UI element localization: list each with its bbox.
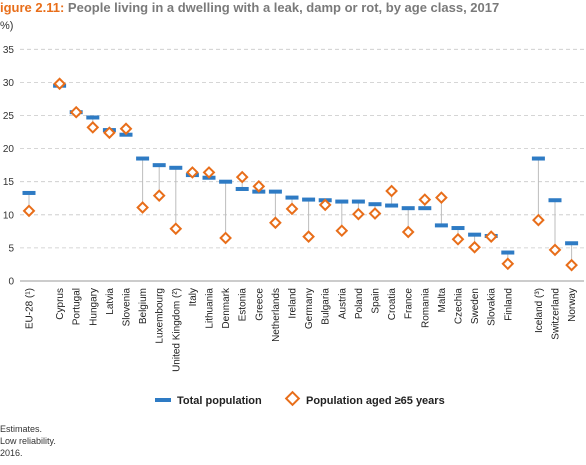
x-tick-label: Bulgaria xyxy=(320,288,332,325)
elderly-marker xyxy=(567,260,577,270)
y-tick-label: 5 xyxy=(8,243,14,255)
y-tick-label: 20 xyxy=(2,144,14,156)
elderly-series xyxy=(24,79,576,270)
elderly-marker xyxy=(154,191,164,201)
y-tick-label: 15 xyxy=(2,177,14,189)
total-marker xyxy=(86,115,99,119)
x-tick-label: Estonia xyxy=(237,288,249,322)
elderly-marker xyxy=(470,242,480,252)
x-tick-label: Italy xyxy=(187,288,199,307)
elderly-marker xyxy=(436,193,446,203)
y-tick-label: 25 xyxy=(2,111,14,122)
x-tick-label: Belgium xyxy=(138,288,150,325)
total-marker xyxy=(219,180,232,184)
total-marker xyxy=(565,241,578,245)
x-tick-label: Finland xyxy=(503,288,515,321)
total-marker xyxy=(402,206,415,210)
total-marker xyxy=(385,204,398,208)
footnote-1: Estimates. xyxy=(0,424,43,434)
total-marker xyxy=(169,166,182,170)
x-tick-label: Netherlands xyxy=(270,288,282,342)
x-tick-label: Germany xyxy=(304,288,316,330)
x-axis-ticks xyxy=(25,287,579,372)
legend-total-label: Total population xyxy=(177,395,262,407)
x-tick-label: Romania xyxy=(420,288,432,329)
total-marker xyxy=(549,198,562,202)
elderly-marker xyxy=(370,209,380,219)
total-marker xyxy=(369,202,382,206)
total-marker xyxy=(136,157,149,161)
x-tick-label: Czechia xyxy=(453,288,465,325)
x-tick-label: France xyxy=(403,288,415,320)
elderly-marker xyxy=(171,224,181,234)
elderly-marker xyxy=(138,203,148,213)
total-series xyxy=(23,84,579,255)
elderly-marker xyxy=(121,124,131,134)
x-tick-label: Sweden xyxy=(470,288,482,325)
x-tick-label: Portugal xyxy=(71,288,83,326)
x-tick-label: Spain xyxy=(370,288,382,314)
total-marker xyxy=(532,157,545,161)
elderly-marker xyxy=(237,172,247,182)
legend-total-swatch xyxy=(155,398,171,402)
figure-label: igure 2.11: xyxy=(0,0,65,15)
x-tick-label: Norway xyxy=(567,288,579,322)
elderly-marker xyxy=(287,204,297,214)
total-marker xyxy=(501,251,514,255)
elderly-marker xyxy=(304,232,314,242)
legend xyxy=(155,392,445,407)
total-marker xyxy=(23,191,36,195)
grid-lines xyxy=(20,49,584,281)
total-marker xyxy=(435,223,448,227)
x-tick-label: EU-28 (¹) xyxy=(24,288,36,330)
x-tick-label: Luxembourg xyxy=(154,288,166,344)
elderly-marker xyxy=(24,206,34,216)
elderly-marker xyxy=(550,245,560,255)
footnote-2: Low reliability. xyxy=(0,436,56,446)
elderly-marker xyxy=(387,186,397,196)
x-tick-label: Switzerland xyxy=(550,288,562,340)
x-tick-label: Slovenia xyxy=(121,288,133,327)
x-tick-label: Poland xyxy=(353,288,365,320)
elderly-marker xyxy=(353,209,363,219)
figure-title: People living in a dwelling with a leak, damp or rot, by age class, 2017 xyxy=(64,0,500,15)
x-tick-label: Latvia xyxy=(104,288,116,315)
x-tick-label: Slovakia xyxy=(486,288,498,326)
x-tick-label: United Kingdom (²) xyxy=(171,288,183,372)
total-marker xyxy=(352,200,365,204)
elderly-marker xyxy=(533,215,543,225)
legend-elderly-swatch xyxy=(286,392,299,405)
legend-elderly-label: Population aged ≥65 years xyxy=(306,395,445,407)
footnotes xyxy=(0,423,56,459)
x-tick-label: Austria xyxy=(337,288,349,320)
total-marker xyxy=(335,200,348,204)
x-tick-label: Ireland xyxy=(287,288,299,319)
x-tick-label: Lithuania xyxy=(204,288,216,329)
x-tick-label: Croatia xyxy=(387,288,399,321)
total-marker xyxy=(418,206,431,210)
total-marker xyxy=(153,163,166,167)
elderly-marker xyxy=(503,259,513,269)
x-tick-label: Hungary xyxy=(88,288,100,326)
elderly-marker xyxy=(403,227,413,237)
elderly-marker xyxy=(270,218,280,228)
y-axis-unit: %) xyxy=(0,20,14,32)
y-tick-label: 35 xyxy=(2,44,14,56)
elderly-marker xyxy=(420,195,430,205)
y-tick-label: 0 xyxy=(8,276,14,288)
x-tick-label: Denmark xyxy=(221,288,233,329)
footnote-3: 2016. xyxy=(0,448,23,458)
elderly-marker xyxy=(221,233,231,243)
y-axis-ticks xyxy=(3,45,15,288)
y-tick-label: 30 xyxy=(2,77,14,89)
x-tick-label: Iceland (³) xyxy=(533,288,545,334)
total-marker xyxy=(269,190,282,194)
elderly-marker xyxy=(337,226,347,236)
total-marker xyxy=(286,196,299,200)
x-tick-label: Malta xyxy=(436,288,448,313)
x-tick-label: Cyprus xyxy=(55,288,67,320)
y-tick-label: 10 xyxy=(2,210,14,222)
elderly-marker xyxy=(486,232,496,242)
elderly-marker xyxy=(88,122,98,132)
total-marker xyxy=(236,187,249,191)
x-tick-label: Greece xyxy=(254,288,266,321)
total-marker xyxy=(452,226,465,230)
elderly-marker xyxy=(453,234,463,244)
total-marker xyxy=(302,198,315,202)
total-marker xyxy=(468,233,481,237)
